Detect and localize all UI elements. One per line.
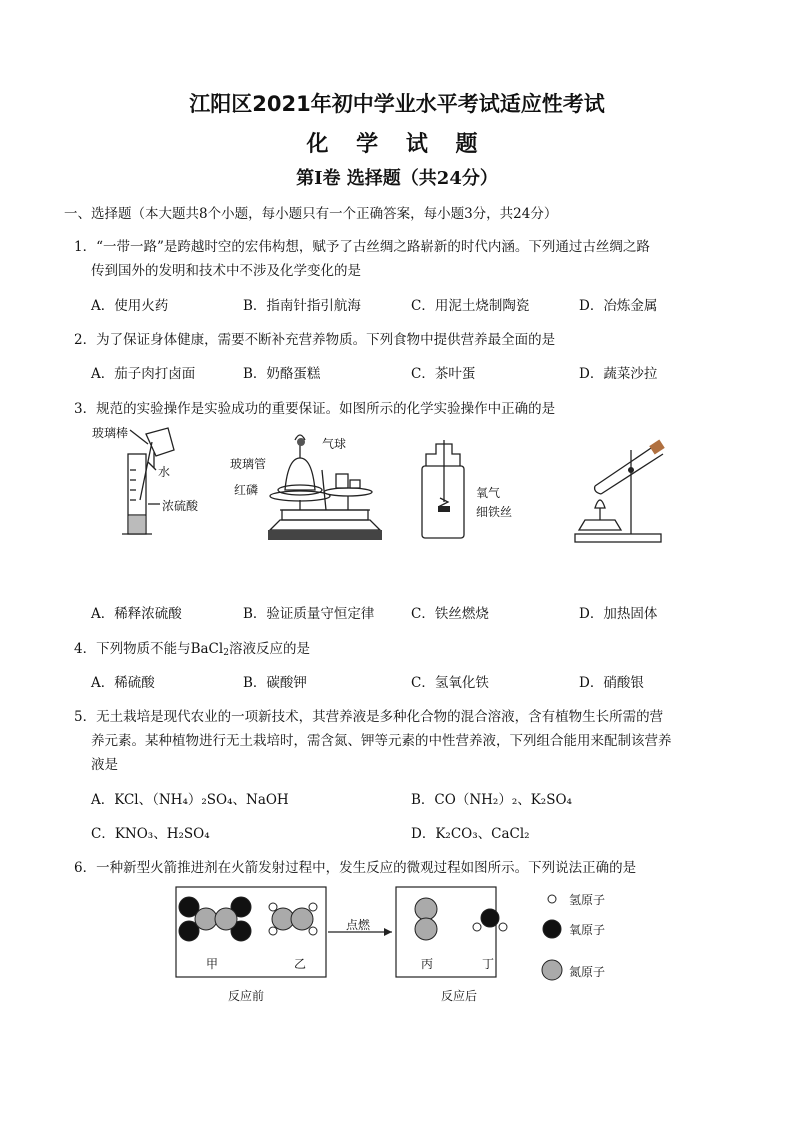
legend-nitrogen: 氮原子 — [569, 965, 606, 979]
legend-oxygen: 氧原子 — [569, 923, 606, 937]
q2-option-b: B．奶酪蛋糕 — [243, 366, 321, 382]
q4-option-d: D．硝酸银 — [579, 675, 644, 691]
q5-line3: 液是 — [91, 757, 118, 773]
q6-line1: 6．一种新型火箭推进剂在火箭发射过程中，发生反应的微观过程如图所示。下列说法正确的是 — [74, 860, 637, 876]
label-iron-wire: 细铁丝 — [476, 505, 513, 519]
q1-option-c: C．用泥土烧制陶瓷 — [411, 298, 530, 314]
q3-option-b: B．验证质量守恒定律 — [243, 606, 375, 622]
q4-option-a: A．稀硫酸 — [91, 675, 155, 691]
q5-option-a: A．KCl、（NH₄）₂SO₄、NaOH — [91, 792, 289, 808]
label-water: 水 — [158, 465, 171, 479]
q4-option-b: B．碳酸钾 — [243, 675, 307, 691]
label-before: 反应前 — [228, 989, 265, 1003]
label-bing: 丙 — [421, 957, 434, 971]
q2-line1: 2．为了保证身体健康，需要不断补充营养物质。下列食物中提供营养最全面的是 — [74, 332, 556, 348]
label-jia: 甲 — [206, 957, 219, 971]
q1-line1: 1．“一带一路”是跨越时空的宏伟构想，赋予了古丝绸之路崭新的时代内涵。下列通过古丝绸之路 — [74, 239, 650, 255]
q5-line2: 养元素。某种植物进行无土栽培时，需含氮、钾等元素的中性营养液，下列组合能用来配制该营养 — [91, 733, 672, 749]
q5-option-b: B．CO（NH₂）₂、K₂SO₄ — [411, 792, 572, 808]
exam-title: 江阳区2021年初中学业水平考试适应性考试 — [189, 92, 605, 116]
q1-option-b: B．指南针指引航海 — [243, 298, 361, 314]
label-yi: 乙 — [294, 957, 307, 971]
figure-iron-wire — [418, 440, 468, 545]
section-title: 第Ⅰ卷 选择题（共24分） — [296, 168, 498, 189]
label-balloon: 气球 — [322, 437, 347, 451]
q1-option-a: A．使用火药 — [91, 298, 169, 314]
figure-balance — [240, 430, 390, 545]
subject-title: 化 学 试 题 — [306, 132, 488, 157]
q5-line1: 5．无土栽培是现代农业的一项新技术，其营养液是多种化合物的混合溶液，含有植物生长所需的营 — [74, 709, 664, 725]
q3-option-a: A．稀释浓硫酸 — [91, 606, 182, 622]
label-ding: 丁 — [482, 957, 495, 971]
label-oxygen: 氧气 — [476, 486, 501, 500]
label-ignite: 点燃 — [346, 918, 371, 932]
q5-option-d: D．K₂CO₃、CaCl₂ — [411, 826, 530, 842]
label-after: 反应后 — [441, 989, 478, 1003]
label-conc-acid: 浓硫酸 — [162, 499, 199, 513]
q3-option-c: C．铁丝燃烧 — [411, 606, 489, 622]
q4-option-c: C．氢氧化铁 — [411, 675, 489, 691]
label-glass-tube: 玻璃管 — [230, 457, 267, 471]
q1-option-d: D．冶炼金属 — [579, 298, 658, 314]
label-glass-rod: 玻璃棒 — [92, 426, 129, 440]
q4-line1: 4．下列物质不能与BaCl$_2$溶液反应的是 — [74, 641, 310, 658]
q5-option-c: C．KNO₃、H₂SO₄ — [91, 826, 210, 842]
instructions: 一、选择题（本大题共8个小题，每小题只有一个正确答案，每小题3分，共24分） — [64, 206, 558, 222]
figure-heat-solid — [565, 430, 675, 545]
q2-option-d: D．蔬菜沙拉 — [579, 366, 658, 382]
q3-option-d: D．加热固体 — [579, 606, 658, 622]
q2-option-a: A．茄子肉打卤面 — [91, 366, 196, 382]
q1-line2: 传到国外的发明和技术中不涉及化学变化的是 — [91, 263, 361, 279]
label-red-phosphorus: 红磷 — [234, 483, 259, 497]
q3-line1: 3．规范的实验操作是实验成功的重要保证。如图所示的化学实验操作中正确的是 — [74, 401, 556, 417]
legend-hydrogen: 氢原子 — [569, 893, 606, 907]
q2-option-c: C．茶叶蛋 — [411, 366, 476, 382]
